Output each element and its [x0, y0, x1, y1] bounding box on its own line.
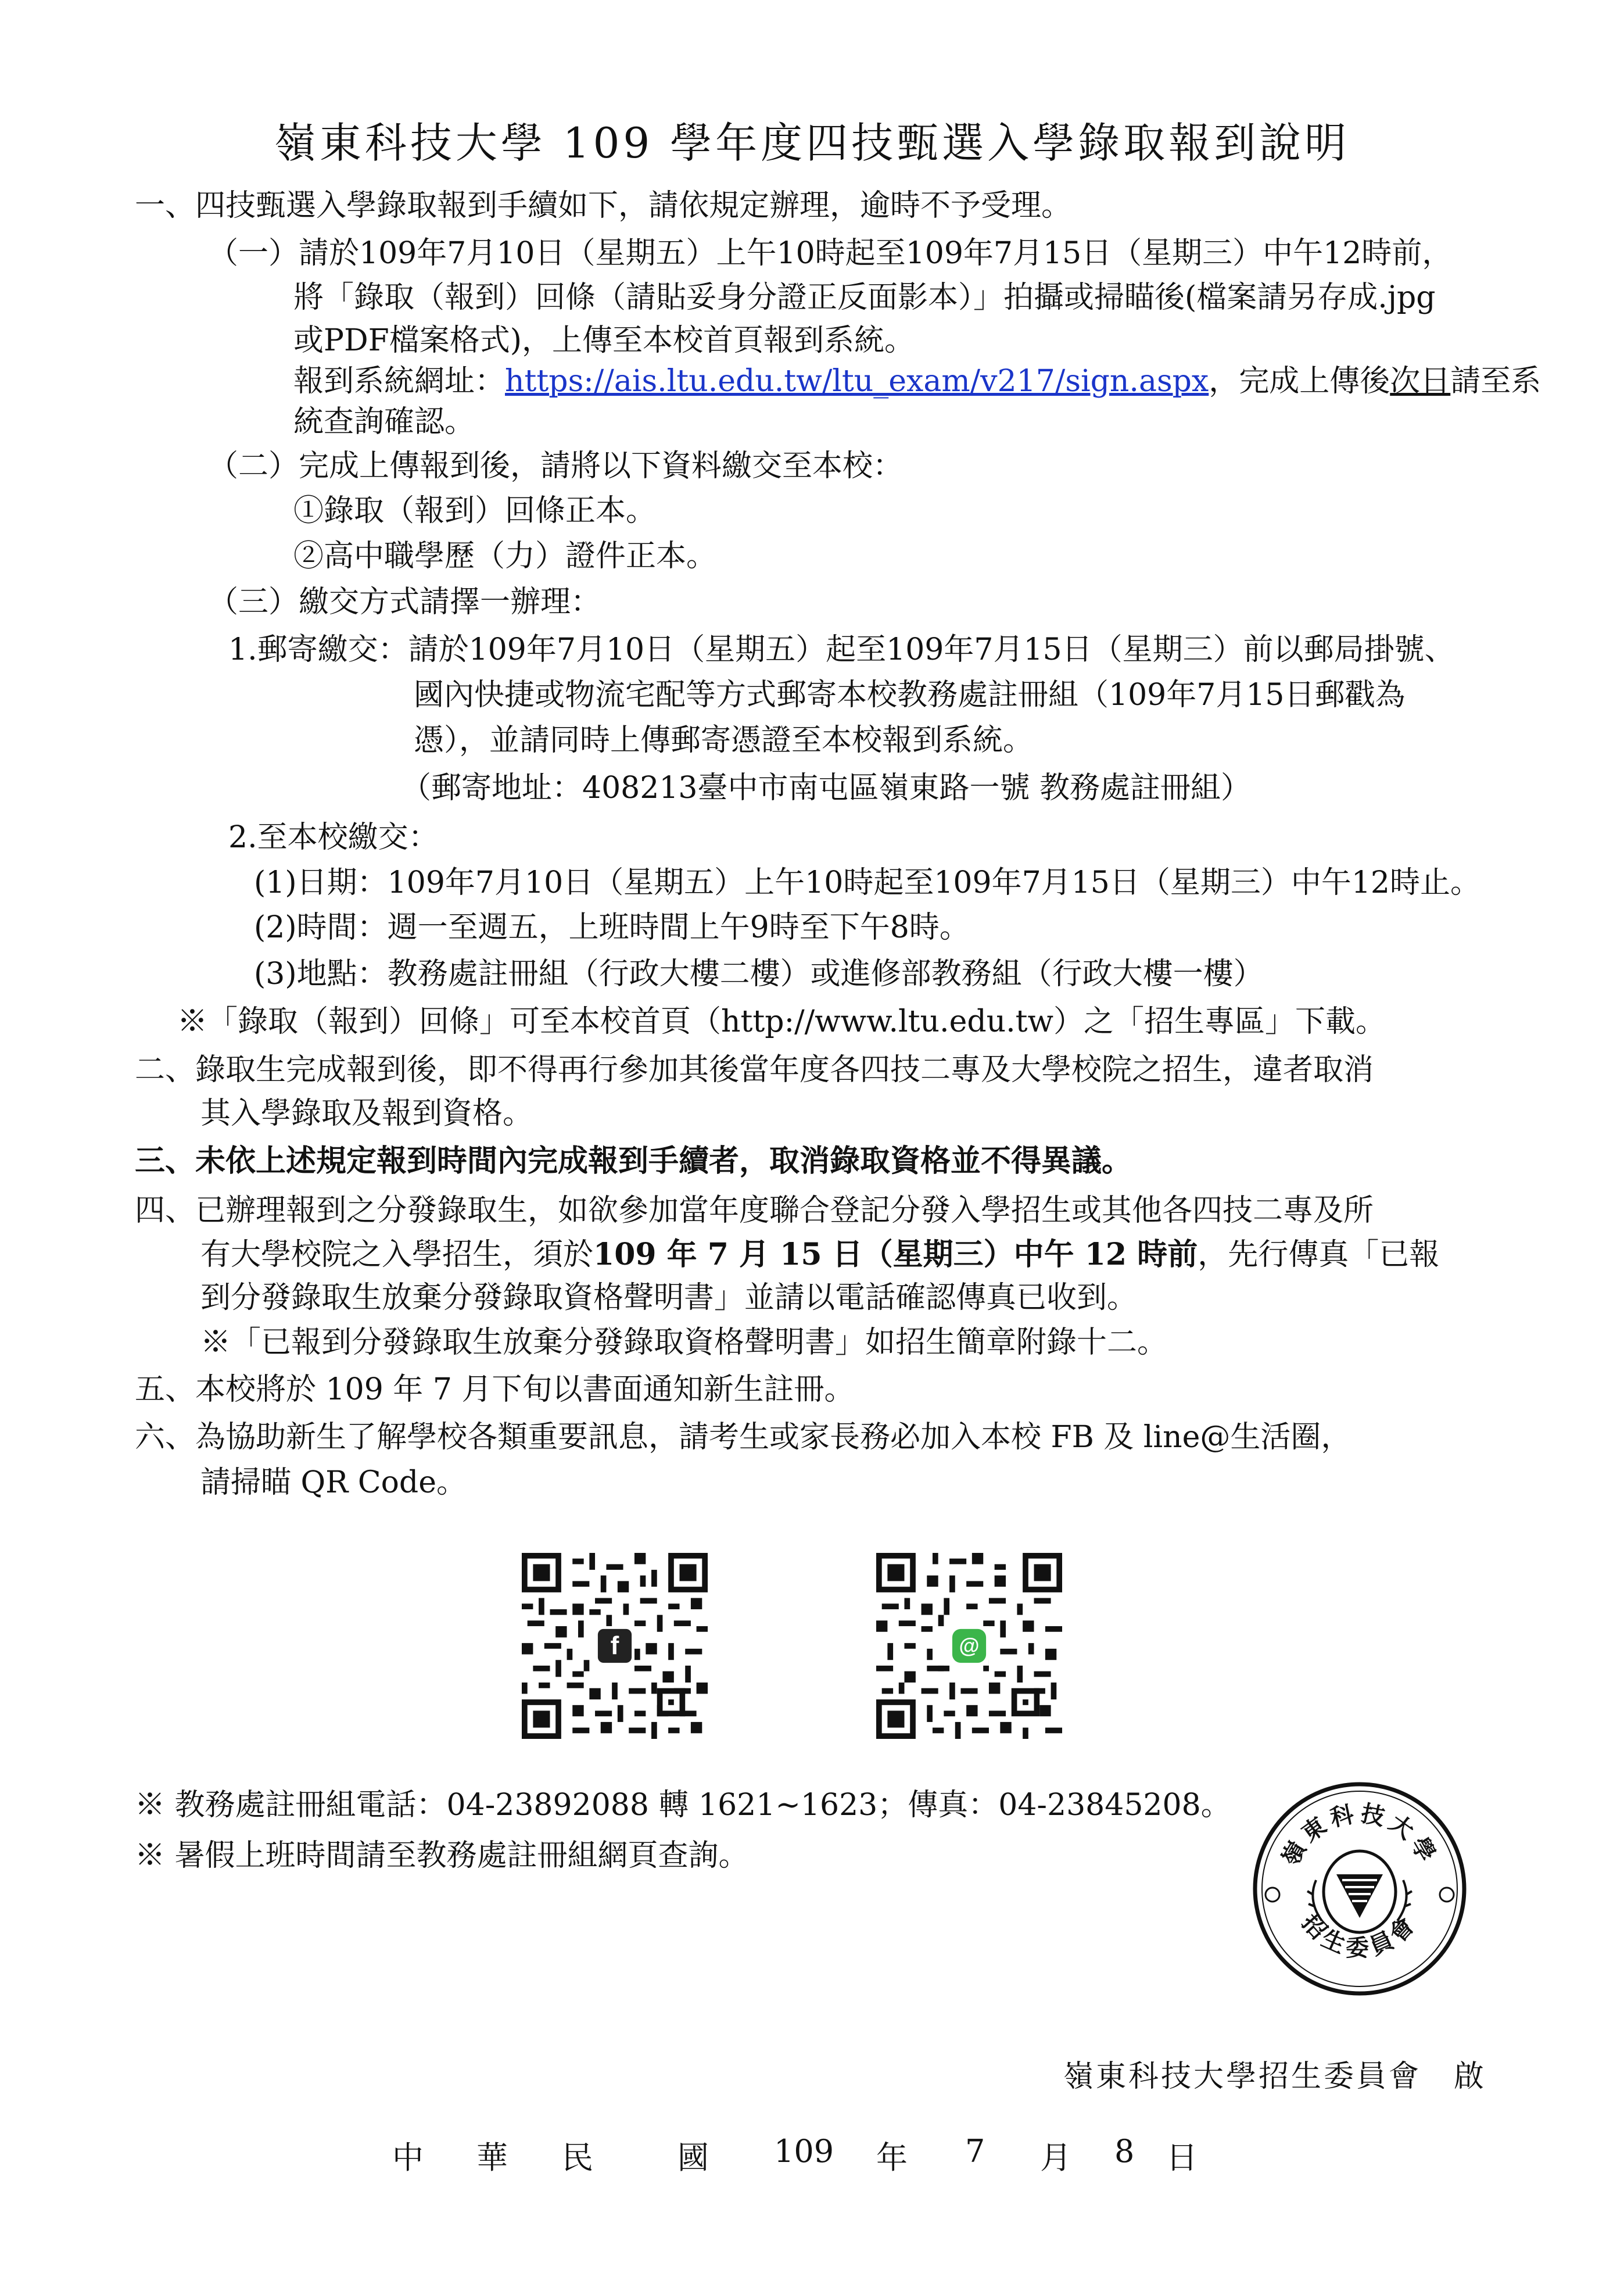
- item-1-1-line-5: 統查詢確認。: [293, 404, 475, 439]
- section-4-text-a: 有大學校院之入學招生，須於: [200, 1237, 594, 1272]
- date-zhong: 中: [392, 2139, 424, 2176]
- facebook-qr-code[interactable]: [522, 1553, 708, 1739]
- document-title: 嶺東科技大學 109 學年度四技甄選入學錄取報到說明: [274, 119, 1350, 167]
- section-4-text-c: ，先行傳真「已報: [1198, 1237, 1440, 1272]
- method-2-date: (1)日期：109年7月10日（星期五）上午10時起至109年7月15日（星期三）中午12時止。: [254, 865, 1481, 900]
- seal-emblem-icon: [1249, 1778, 1470, 1999]
- phone-fax-note: ※ 教務處註冊組電話：04-23892088 轉 1621~1623；傳真：04-23845208。: [135, 1788, 1231, 1823]
- method-1-line-3: 憑），並請同時上傳郵寄憑證至本校報到系統。: [414, 723, 1034, 758]
- section-1-heading: 一、四技甄選入學錄取報到手續如下，請依規定辦理，逾時不予受理。: [135, 188, 1072, 223]
- method-1-line-2: 國內快捷或物流宅配等方式郵寄本校教務處註冊組（109年7月15日郵戳為: [414, 678, 1406, 713]
- section-4-line-2: [200, 1234, 1439, 1276]
- item-1-1-line-2: 將「錄取（報到）回條（請貼妥身分證正反面影本）」拍攝或掃瞄後(檔案請另存成.jpg: [293, 280, 1436, 315]
- section-4-line-3: 到分發錄取生放棄分發錄取資格聲明書」並請以電話確認傳真已收到。: [200, 1280, 1138, 1315]
- item-1-3-line-1: （三）繳交方式請擇一辦理：: [208, 585, 601, 620]
- item-1-1-line-1: （一）請於109年7月10日（星期五）上午10時起至109年7月15日（星期三）中午12時前，: [208, 236, 1453, 271]
- seal-top-text: 嶺東科技大學: [1276, 1799, 1443, 1871]
- section-6-line-2: 請掃瞄 QR Code。: [200, 1465, 467, 1500]
- section-4-line-1: 四、已辦理報到之分發錄取生，如欲參加當年度聯合登記分發入學招生或其他各四技二專及所: [135, 1193, 1374, 1228]
- mailing-address: （郵寄地址：408213臺中市南屯區嶺東路一號 教務處註冊組）: [401, 771, 1252, 806]
- signature-line: 嶺東科技大學招生委員會 啟: [1063, 2059, 1487, 2094]
- section-5-text: 五、本校將於 109 年 7 月下旬以書面通知新生註冊。: [135, 1372, 855, 1407]
- line-badge-symbol: @: [959, 1634, 980, 1658]
- item-1-2-sub-1: ①錄取（報到）回條正本。: [293, 493, 657, 528]
- section-3-text: 三、未依上述規定報到時間內完成報到手續者，取消錄取資格並不得異議。: [135, 1143, 1132, 1179]
- method-2-time: (2)時間：週一至週五，上班時間上午9時至下午8時。: [254, 910, 970, 945]
- seal-bottom-text: 招生委員會: [1296, 1909, 1423, 1961]
- item-1-1-line-3: 或PDF檔案格式)，上傳至本校首頁報到系統。: [293, 323, 915, 358]
- section-4-note: ※「已報到分發錄取生放棄分發錄取資格聲明書」如招生簡章附錄十二。: [200, 1325, 1168, 1360]
- facebook-badge-letter: f: [610, 1631, 619, 1660]
- item-1-2-line-1: （二）完成上傳報到後，請將以下資料繳交至本校：: [208, 449, 904, 484]
- summer-hours-note: ※ 暑假上班時間請至教務處註冊組網頁查詢。: [135, 1838, 749, 1873]
- method-2-location: (3)地點：教務處註冊組（行政大樓二樓）或進修部教務組（行政大樓一樓）: [254, 957, 1264, 991]
- method-1-line-1: 1.郵寄繳交：請於109年7月10日（星期五）起至109年7月15日（星期三）前以郵局掛號、: [228, 632, 1455, 667]
- date-hua: 華: [476, 2139, 508, 2176]
- next-day-emphasis: 次日: [1390, 364, 1451, 399]
- section-2-line-1: 二、錄取生完成報到後，即不得再行參加其後當年度各四技二專及大學校院之招生，違者取消: [135, 1053, 1374, 1087]
- deadline-emphasis: 109 年 7 月 15 日（星期三）中午 12 時前: [593, 1237, 1198, 1272]
- system-url-label: 報到系統網址：: [293, 364, 506, 399]
- date-month-label: 月: [1040, 2139, 1071, 2176]
- date-month-number: 7: [965, 2133, 985, 2170]
- check-text: 請至系: [1450, 364, 1541, 399]
- date-guo: 國: [677, 2139, 709, 2176]
- method-2-line-1: 2.至本校繳交：: [228, 820, 439, 855]
- date-min: 民: [562, 2139, 593, 2176]
- line-qr-code[interactable]: [876, 1553, 1062, 1739]
- upload-text: ，完成上傳後: [1209, 364, 1390, 399]
- date-day-label: 日: [1166, 2139, 1198, 2176]
- item-1-2-sub-2: ②高中職學歷（力）證件正本。: [293, 539, 717, 574]
- registration-system-link[interactable]: https://ais.ltu.edu.tw/ltu_exam/v217/sign.aspx: [505, 364, 1209, 399]
- item-1-1-line-4: [293, 360, 1541, 402]
- date-day-number: 8: [1114, 2133, 1135, 2170]
- section-2-line-2: 其入學錄取及報到資格。: [200, 1096, 533, 1131]
- section-6-line-1: 六、為協助新生了解學校各類重要訊息，請考生或家長務必加入本校 FB 及 line@生活圈，: [135, 1420, 1351, 1455]
- date-year-number: 109: [774, 2133, 834, 2170]
- admissions-committee-seal: [1249, 1778, 1470, 1999]
- download-note: ※「錄取（報到）回條」可至本校首頁（http://www.ltu.edu.tw）之「招生專區」下載。: [177, 1004, 1386, 1039]
- date-year-label: 年: [876, 2139, 908, 2176]
